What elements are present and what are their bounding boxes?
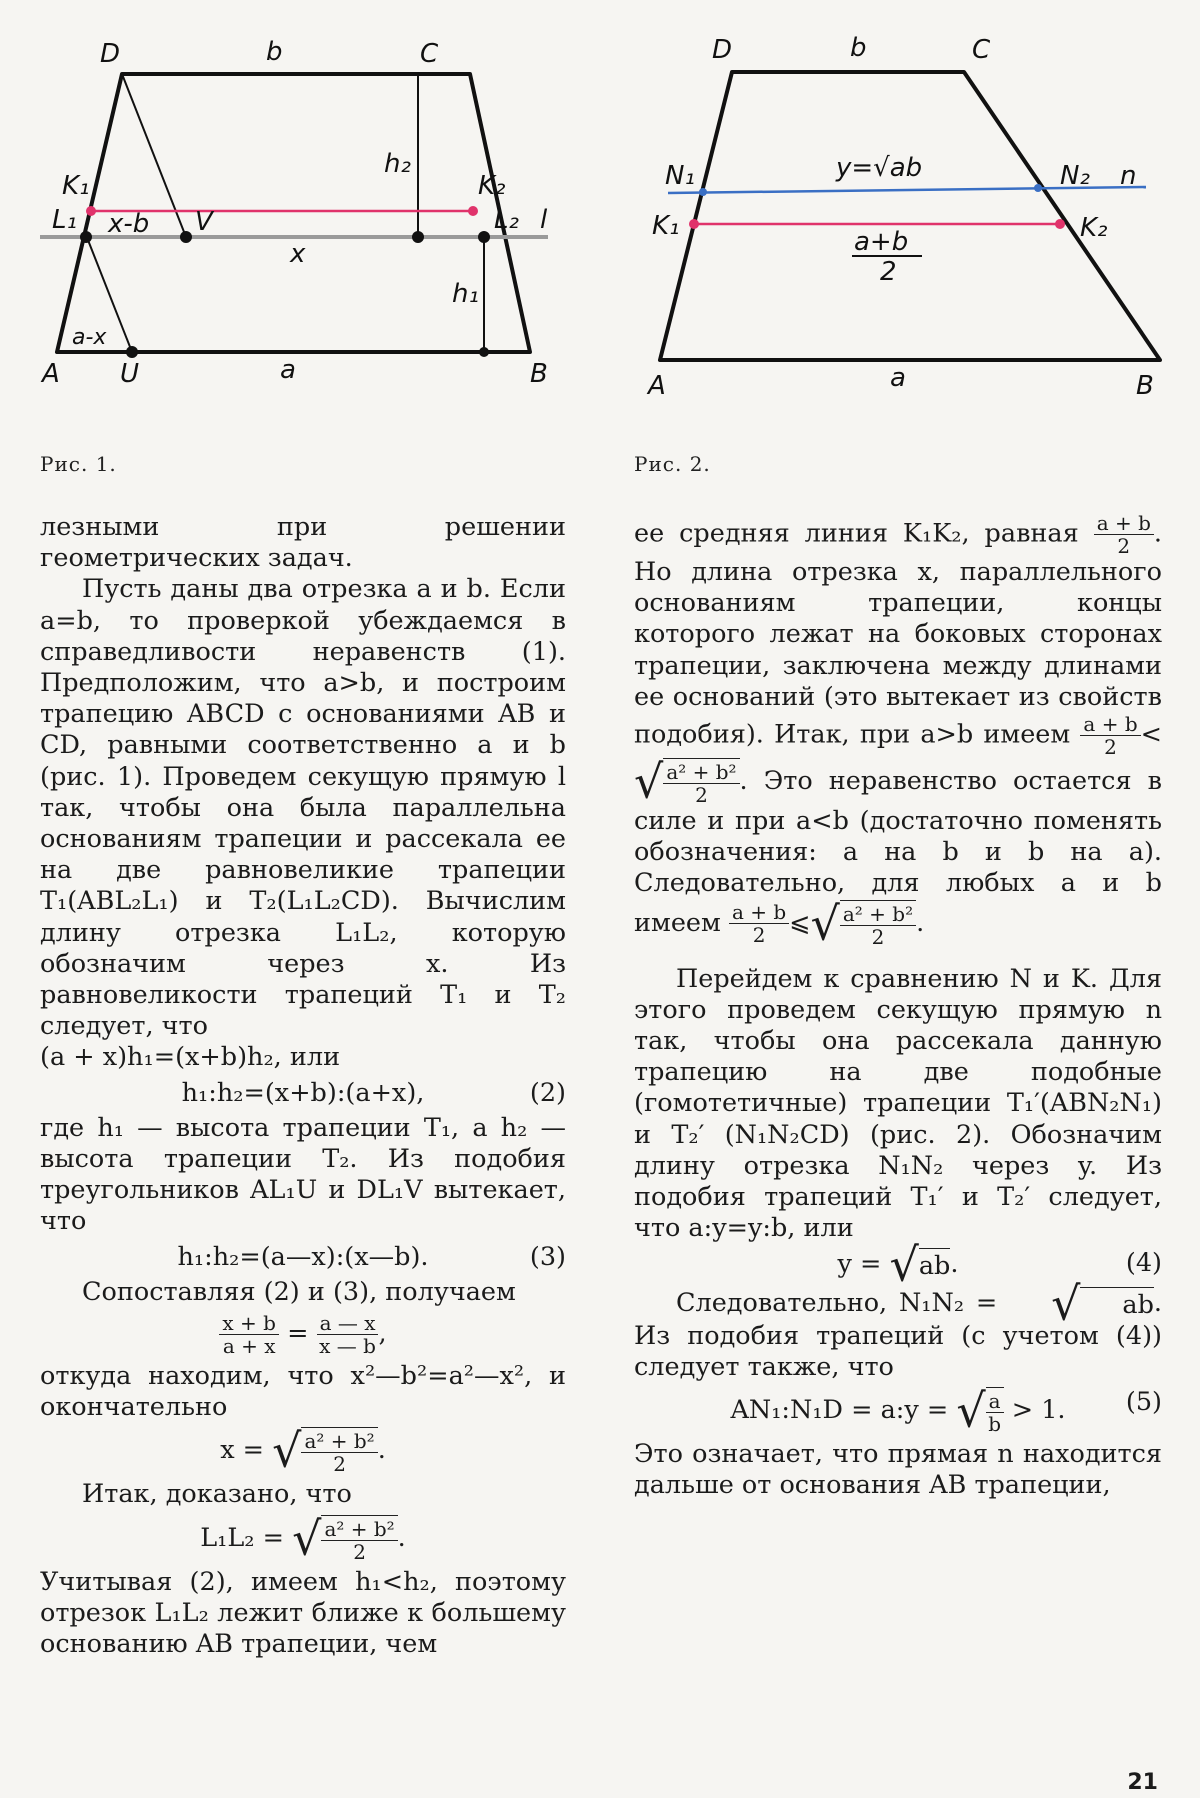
label-D: D [100, 39, 121, 69]
equation-5-numerator: a [986, 1390, 1004, 1413]
equation-2-number: (2) [529, 1077, 566, 1108]
ineq-sqrt: √ $\frac{\text{a² + b²}}{2}$ [634, 758, 740, 806]
fraction-right-numerator: a — x [317, 1312, 379, 1335]
equation-fraction-compare: $\frac{x + b}{a + x}$ = $\frac{a — x}{x — b}$ , [40, 1312, 566, 1357]
label-V: V [195, 207, 213, 237]
equation-l1l2: L₁L₂ = √ $\frac{\text{a² + b²}}{2}$ . [200, 1511, 406, 1566]
label-L1: L₁ [52, 205, 77, 235]
right-paragraph-1: ее средняя линия K₁K₂, равная $\frac{a + b}{2}$ . Но длина отрезка x, параллельного основаниям трапеции, концы которого лежат на боковых сторонах трапеции, заключена между длинами ее оснований (это вытекает из свойств подобия). Итак, при a>b имеем $\frac{a + b}{2}$ <√ $\frac{\text{a² + b²}}{2}$ . Это неравенство остается в силе и при a<b (достаточно поменять обозначения: a на b и b на a). Следовательно, для любых a и b имеем $\frac{a + b}{2}$ ⩽√ $\frac{\text{a² + b²}}{2}$ . [634, 511, 1162, 951]
equation-x-lhs: x = [220, 1435, 265, 1466]
left-paragraph-1: лезными при решении геометрических задач. [40, 512, 566, 574]
point-k1-2 [689, 219, 699, 229]
label-a: a [280, 355, 296, 385]
equation-5-number: (5) [1125, 1387, 1162, 1418]
equation-5-sqrt: √ $\frac{a}{b}$ [956, 1387, 1003, 1435]
label-l: l [540, 205, 548, 235]
equation-l1l2-lhs: L₁L₂ = [200, 1522, 285, 1553]
label2-n: n [1120, 161, 1137, 191]
sqrt-denominator: 2 [333, 1452, 346, 1477]
label-B: B [530, 359, 548, 389]
label2-K1: K₁ [652, 211, 680, 241]
sqrt-l1l2: √ $\frac{\text{a² + b²}}{2}$ [292, 1515, 398, 1563]
label-x-minus-b: x-b [108, 209, 150, 239]
equation-4-number: (4) [1125, 1248, 1162, 1279]
equation-3 [40, 1242, 566, 1273]
point-k2-2 [1055, 219, 1065, 229]
label-a-minus-x: a-x [72, 325, 107, 350]
left-paragraph-4: Сопоставляя (2) и (3), получаем [82, 1276, 516, 1307]
label-b: b [266, 37, 283, 67]
label2-frac-num: a+b [854, 227, 909, 257]
left-column [40, 512, 566, 1660]
left-paragraph-6: Итак, доказано, что [82, 1479, 352, 1510]
label-U: U [120, 359, 140, 389]
equation-5-rhs: > 1. [1011, 1395, 1066, 1426]
left-paragraph-5: откуда находим, что x²—b²=a²—x², и окончательно [40, 1361, 566, 1423]
page-number: 21 [1127, 1770, 1158, 1795]
right-column [634, 512, 1162, 1502]
sqrt-numerator: a² + b² [301, 1430, 377, 1453]
label2-C: C [972, 35, 991, 65]
label2-A: A [648, 371, 666, 401]
figure-2-diagram [0, 0, 1200, 420]
label-L2: L₂ [494, 205, 519, 235]
equation-x-result: x = √ $\frac{\text{a² + b²}}{2}$ . [220, 1423, 386, 1478]
label2-frac-den: 2 [880, 257, 897, 287]
point-n2 [1034, 184, 1042, 192]
label2-K2: K₂ [1080, 213, 1108, 243]
left-paragraph-3: где h₁ — высота трапеции T₁, а h₂ — высота трапеции T₂. Из подобия треугольников AL₁U и DL₁V вытекает, что [40, 1112, 566, 1237]
ineq2-sqrt: √ $\frac{\text{a² + b²}}{2}$ [811, 900, 917, 948]
fraction-ab-half [1094, 512, 1154, 557]
fraction-right [317, 1312, 379, 1357]
right-p1-text-b: . Но длина отрезка x, параллельного основаниям трапеции, концы которого лежат на боковых сторонах трапеции, заключена между длинами ее оснований (это вытекает из свойств подобия). Итак, при a>b имеем [634, 518, 1162, 750]
label2-D: D [712, 35, 733, 65]
fraction-right-denominator: x — b [319, 1334, 376, 1359]
equation-2 [40, 1078, 566, 1109]
right-p1-text-a: ее средняя линия K₁K₂, равная [634, 518, 1079, 549]
equation-5 [634, 1383, 1162, 1438]
equation-4-radicand: ab [919, 1248, 951, 1282]
label-h2: h₂ [384, 149, 411, 179]
label2-b: b [850, 33, 867, 63]
equation-3-body: h₁:h₂=(a—x):(x—b). [177, 1241, 429, 1272]
fraction-ab-denominator: 2 [1117, 534, 1131, 558]
equation-3-number: (3) [529, 1241, 566, 1272]
inequality-less-equal: ⩽ [789, 907, 811, 938]
equation-5-denominator: b [988, 1412, 1002, 1437]
figure-2-caption: Рис. 2. [634, 452, 711, 476]
sqrt-sign: √ [272, 1423, 302, 1478]
left-paragraph-7: Учитывая (2), имеем h₁<h₂, поэтому отрезок L₁L₂ лежит ближе к большему основанию AB трапеции, чем [40, 1566, 566, 1660]
equation-4: y = √ab. (4) [837, 1237, 1162, 1292]
label-A: A [42, 359, 60, 389]
sqrt-x [272, 1423, 378, 1478]
point-n1 [699, 188, 707, 196]
fraction-left-denominator: a + x [222, 1334, 276, 1359]
label-h1: h₁ [452, 279, 479, 309]
right-p3-sqrt: √ ab [1051, 1276, 1154, 1331]
left-equation-a: (a + x)h₁=(x+b)h₂, или [40, 1042, 341, 1073]
inequality-less-than: < [1140, 719, 1162, 750]
label2-B: B [1136, 371, 1154, 401]
equation-2-body: h₁:h₂=(x+b):(a+x), [181, 1077, 425, 1108]
sqrt-l1l2-denominator: 2 [353, 1539, 366, 1564]
ineq2-frac-left: $\frac{a + b}{2}$ [729, 901, 789, 946]
label-x: x [290, 239, 306, 269]
right-p3-text-b: Из подобия трапеций (с учетом (4)) следует также, что [634, 1320, 1162, 1383]
right-p3-eq-lhs: N₁N₂ = [898, 1287, 998, 1318]
right-paragraph-2: Перейдем к сравнению N и K. Для этого проведем секущую прямую n так, чтобы она рассекала данную трапецию на две подобные (гомотетичные) трапеции T₁′(ABN₂N₁) и T₂′ (N₁N₂CD) (рис. 2). Обозначим длину отрезка N₁N₂ через y. Из подобия трапеций T₁′ и T₂′ следует, что a:y=y:b, или [634, 963, 1162, 1244]
equation-4-lhs: y = [837, 1249, 882, 1280]
label2-a: a [890, 363, 906, 393]
label2-N2: N₂ [1060, 161, 1090, 191]
equation-4-sqrt: √ab [889, 1237, 951, 1292]
label2-y-eq: y=√ab [836, 153, 923, 183]
left-paragraph-2: Пусть даны два отрезка a и b. Если a=b, то проверкой убеждаемся в справедливости неравенств (1). Предположим, что a>b, и построим трапецию ABCD с основаниями AB и CD, равными соответственно a и b (рис. 1). Проведем секущую прямую l так, чтобы она была параллельна основаниям трапеции и рассекала ее на две равновеликие трапеции T₁(ABL₂L₁) и T₂(L₁L₂CD). Вычислим длину отрезка L₁L₂, которую обозначим через x. Из равновеликости трапеций T₁ и T₂ следует, что [40, 574, 566, 1042]
figure-1-caption: Рис. 1. [40, 452, 117, 476]
right-p3-text-a: Следовательно, [676, 1287, 888, 1318]
equation-5-lhs: AN₁:N₁D = a:y = [730, 1395, 949, 1426]
right-paragraph-4: Это означает, что прямая n находится дальше от основания AB трапеции, [634, 1439, 1162, 1501]
right-p1-text-c: . Это неравенство остается в силе и при a<b (достаточно поменять обозначения: a на b и b на a). Следовательно, для любых a и b имеем [634, 766, 1162, 938]
fraction-left-numerator: x + b [219, 1312, 279, 1335]
fraction-left [219, 1312, 279, 1357]
label-K1: K₁ [62, 171, 90, 201]
sqrt-body [301, 1427, 377, 1475]
ineq-frac-left: $\frac{a + b}{2}$ [1080, 713, 1140, 758]
fraction-ab-numerator: a + b [1094, 512, 1154, 535]
label-K2: K₂ [478, 171, 506, 201]
label2-N1: N₁ [665, 161, 695, 191]
equals-sign: = [287, 1318, 309, 1349]
right-paragraph-3: Следовательно, N₁N₂ = √ ab. Из подобия трапеций (с учетом (4)) следует также, что [634, 1276, 1163, 1383]
sqrt-l1l2-numerator: a² + b² [321, 1518, 397, 1541]
label-C: C [420, 39, 439, 69]
